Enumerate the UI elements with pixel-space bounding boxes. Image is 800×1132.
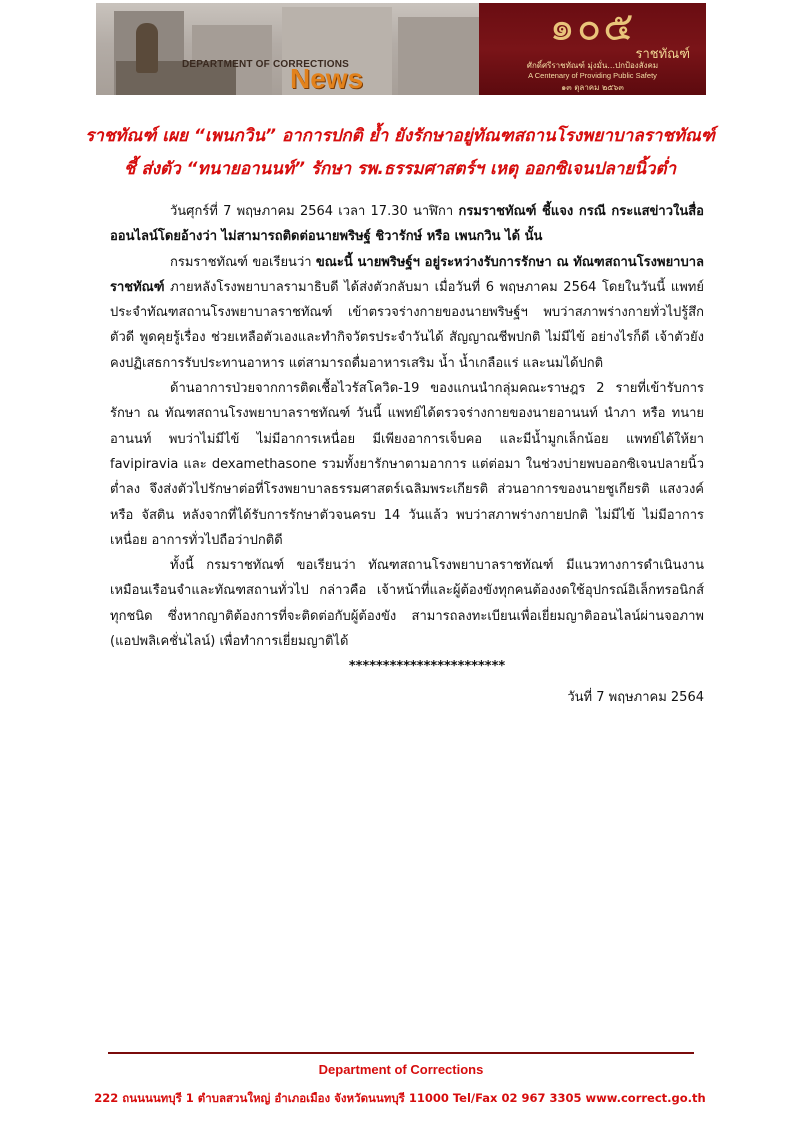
release-date: วันที่ 7 พฤษภาคม 2564: [567, 690, 704, 706]
headline: [70, 120, 730, 186]
anniversary-motto: ศักดิ์ศรีราชทัณฑ์ มุ่งมั่น...ปกป้องสังคม: [526, 61, 659, 70]
anniversary-logo: [479, 3, 706, 95]
footer-divider: [108, 1052, 694, 1054]
paragraph-2-rest: ภายหลังโรงพยาบาลรามาธิบดี ได้ส่งตัวกลับมา เมื่อวันที่ 6 พฤษภาคม 2564 โดยในวันนี้ แพทย์ประจำทัณฑสถานโรงพยาบาลราชทัณฑ์ เข้าตรวจร่างกายของนายพริษฐ์ฯ พบว่าสภาพร่างกายทั่วไปรู้สึกตัวดี พูดคุยรู้เรื่อง ช่วยเหลือตัวเองและทำกิจวัตรประจำวันได้ สัญญาณชีพปกติ ไม่มีไข้ อย่างไรก็ดี เจ้าตัวยังคงปฏิเสธการรับประทานอาหาร แต่สามารถดื่มอาหารเสริม น้ำ น้ำเกลือแร่ และนมได้ปกติ: [110, 279, 704, 371]
paragraph-1-bold: กรมราชทัณฑ์ ชี้แจง กรณี กระแสข่าวในสื่อออนไลน์โดยอ้างว่า ไม่สามารถติดต่อนายพริษฐ์ ชิวารักษ์ หรือ เพนกวิน ได้ นั้น: [110, 204, 704, 245]
paragraph-1-lead: วันศุกร์ที่ 7 พฤษภาคม 2564 เวลา 17.30 นาฬิกา: [170, 204, 459, 219]
banner-department: DEPARTMENT OF CORRECTIONS: [182, 59, 350, 70]
footer-address: 222 ถนนนนทบุรี 1 ตำบลสวนใหญ่ อำเภอเมือง จังหวัดนนทบุรี 11000 Tel/Fax 02 967 3305 www.correct.go.th: [94, 1091, 706, 1105]
paragraph-2-bold: ขณะนี้ นายพริษฐ์ฯ อยู่ระหว่างรับการรักษา ณ ทัณฑสถานโรงพยาบาลราชทัณฑ์: [110, 254, 705, 295]
paragraph-1: [110, 199, 704, 250]
news-banner: [96, 3, 706, 95]
paragraph-3: ด้านอาการป่วยจากการติดเชื้อไวรัสโควิด-19 ของแกนนำกลุ่มคณะราษฎร 2 รายที่เข้ารับการรักษา ณ ทัณฑสถานโรงพยาบาลราชทัณฑ์ วันนี้ แพทย์ได้ตรวจร่างกายของนายอานนท์ นำภา หรือ ทนายอานนท์ พบว่าไม่มีไข้ ไม่มีอาการเหนื่อย มีเพียงอาการเจ็บคอ และมีน้ำมูกเล็กน้อย แพทย์ได้ให้ยา favipiravia และ dexamethasone รวมทั้งยารักษาตามอาการ แต่ต่อมา ในช่วงบ่ายพบออกซิเจนปลายนิ้วต่ำลง จึงส่งตัวไปรักษาต่อที่โรงพยาบาลธรรมศาสตร์เฉลิมพระเกียรติ ส่วนอาการของนายชูเกียรติ แสงวงค์ หรือ จัสติน หลังจากที่ได้รับการรักษาตัวจนครบ 14 วันแล้ว พบว่าสภาพร่างกายปกติ ไม่มีไข้ ไม่มีอาการเหนื่อย อาการทั่วไปถือว่าปกติดี: [110, 381, 704, 548]
banner-title: [182, 59, 479, 92]
article-body: [110, 199, 704, 711]
anniversary-centenary: A Centenary of Providing Public Safety: [528, 71, 657, 80]
banner-news: News: [290, 63, 364, 94]
anniversary-brand: ราชทัณฑ์: [635, 47, 690, 62]
footer-department: Department of Corrections: [318, 1062, 484, 1077]
anniversary-number: ๑๐๕: [549, 4, 636, 50]
paragraph-2-lead: กรมราชทัณฑ์ ขอเรียนว่า: [170, 254, 316, 270]
separator-stars: ***********************: [348, 659, 506, 675]
guard-figure: [136, 23, 158, 73]
paragraph-2: [110, 250, 704, 376]
headline-line-1: ราชทัณฑ์ เผย “เพนกวิน” อาการปกติ ย้ำ ยังรักษาอยู่ทัณฑสถานโรงพยาบาลราชทัณฑ์: [85, 126, 715, 146]
anniversary-date: ๑๓ ตุลาคม ๒๕๖๓: [561, 83, 624, 92]
paragraph-4: ทั้งนี้ กรมราชทัณฑ์ ขอเรียนว่า ทัณฑสถานโรงพยาบาลราชทัณฑ์ มีแนวทางการดำเนินงานเหมือนเรือนจำและทัณฑสถานทั่วไป กล่าวคือ เจ้าหน้าที่และผู้ต้องขังทุกคนต้องงดใช้อุปกรณ์อิเล็กทรอนิกส์ทุกชนิด ซึ่งหากญาติต้องการที่จะติดต่อกับผู้ต้องขัง สามารถลงทะเบียนเพื่อเยี่ยมญาติออนไลน์ผ่านจอภาพ (แอปพลิเคชั่นไลน์) เพื่อทำการเยี่ยมญาติได้: [110, 558, 704, 650]
banner-photo: [96, 3, 479, 95]
headline-line-2: ชี้ ส่งตัว “ทนายอานนท์” รักษา รพ.ธรรมศาสตร์ฯ เหตุ ออกซิเจนปลายนิ้วต่ำ: [123, 159, 677, 179]
